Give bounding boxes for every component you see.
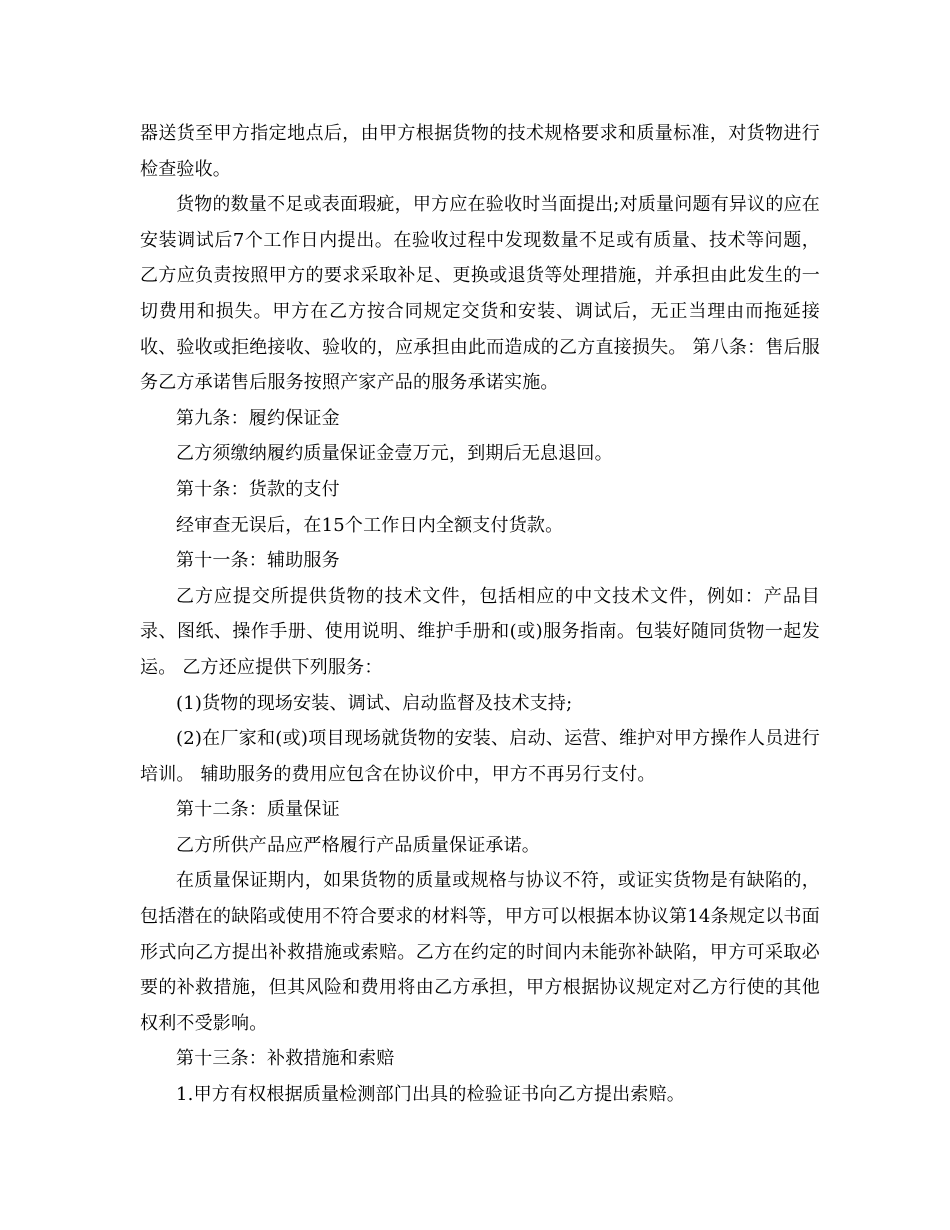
paragraph-quantity-defects: 货物的数量不足或表面瑕疵，甲方应在验收时当面提出;对质量问题有异议的应在安装调试后7个工作日内提出。在验收过程中发现数量不足或有质量、技术等问题，乙方应负责按照甲方的要求采取补足、更换或退货等处理措施，并承担由此发生的一切费用和损失。甲方在乙方按合同规定交货和安装、调试后，无正当理由而拖延接收、验收或拒绝接收、验收的，应承担由此而造成的乙方直接损失。 第八条：售后服务乙方承诺售后服务按照产家产品的服务承诺实施。	[140, 194, 820, 394]
paragraph-performance-bond: 乙方须缴纳履约质量保证金壹万元，到期后无息退回。	[176, 443, 613, 465]
list-item-service-1: (1)货物的现场安装、调试、启动监督及技术支持;	[176, 692, 573, 714]
paragraph-technical-documents: 乙方应提交所提供货物的技术文件，包括相应的中文技术文件，例如：产品目录、图纸、操作手册、使用说明、维护手册和(或)服务指南。包装好随同货物一起发运。 乙方还应提供下列服务：	[140, 585, 820, 678]
paragraph-acceptance-delivery: 器送货至甲方指定地点后，由甲方根据货物的技术规格要求和质量标准，对货物进行检查验收。	[140, 123, 820, 180]
paragraph-payment: 经审查无误后，在15个工作日内全额支付货款。	[176, 514, 564, 536]
heading-article-9: 第九条：履约保证金	[176, 407, 340, 429]
heading-article-10: 第十条：货款的支付	[176, 478, 340, 500]
paragraph-claims: 1.甲方有权根据质量检测部门出具的检验证书向乙方提出索赔。	[176, 1084, 685, 1106]
heading-article-11: 第十一条：辅助服务	[176, 550, 340, 572]
document-body	[140, 116, 820, 1113]
paragraph-quality-commitment: 乙方所供产品应严格履行产品质量保证承诺。	[176, 834, 540, 856]
heading-article-13: 第十三条：补救措施和索赔	[176, 1048, 395, 1070]
paragraph-warranty-period: 在质量保证期内，如果货物的质量或规格与协议不符，或证实货物是有缺陷的，包括潜在的缺陷或使用不符合要求的材料等，甲方可以根据本协议第14条规定以书面形式向乙方提出补救措施或索赔。乙方在约定的时间内未能弥补缺陷，甲方可采取必要的补救措施，但其风险和费用将由乙方承担，甲方根据协议规定对乙方行使的其他权利不受影响。	[140, 870, 820, 1034]
list-item-service-2: (2)在厂家和(或)项目现场就货物的安装、启动、运营、维护对甲方操作人员进行培训。 辅助服务的费用应包含在协议价中，甲方不再另行支付。	[140, 728, 820, 785]
heading-article-12: 第十二条：质量保证	[176, 799, 340, 821]
